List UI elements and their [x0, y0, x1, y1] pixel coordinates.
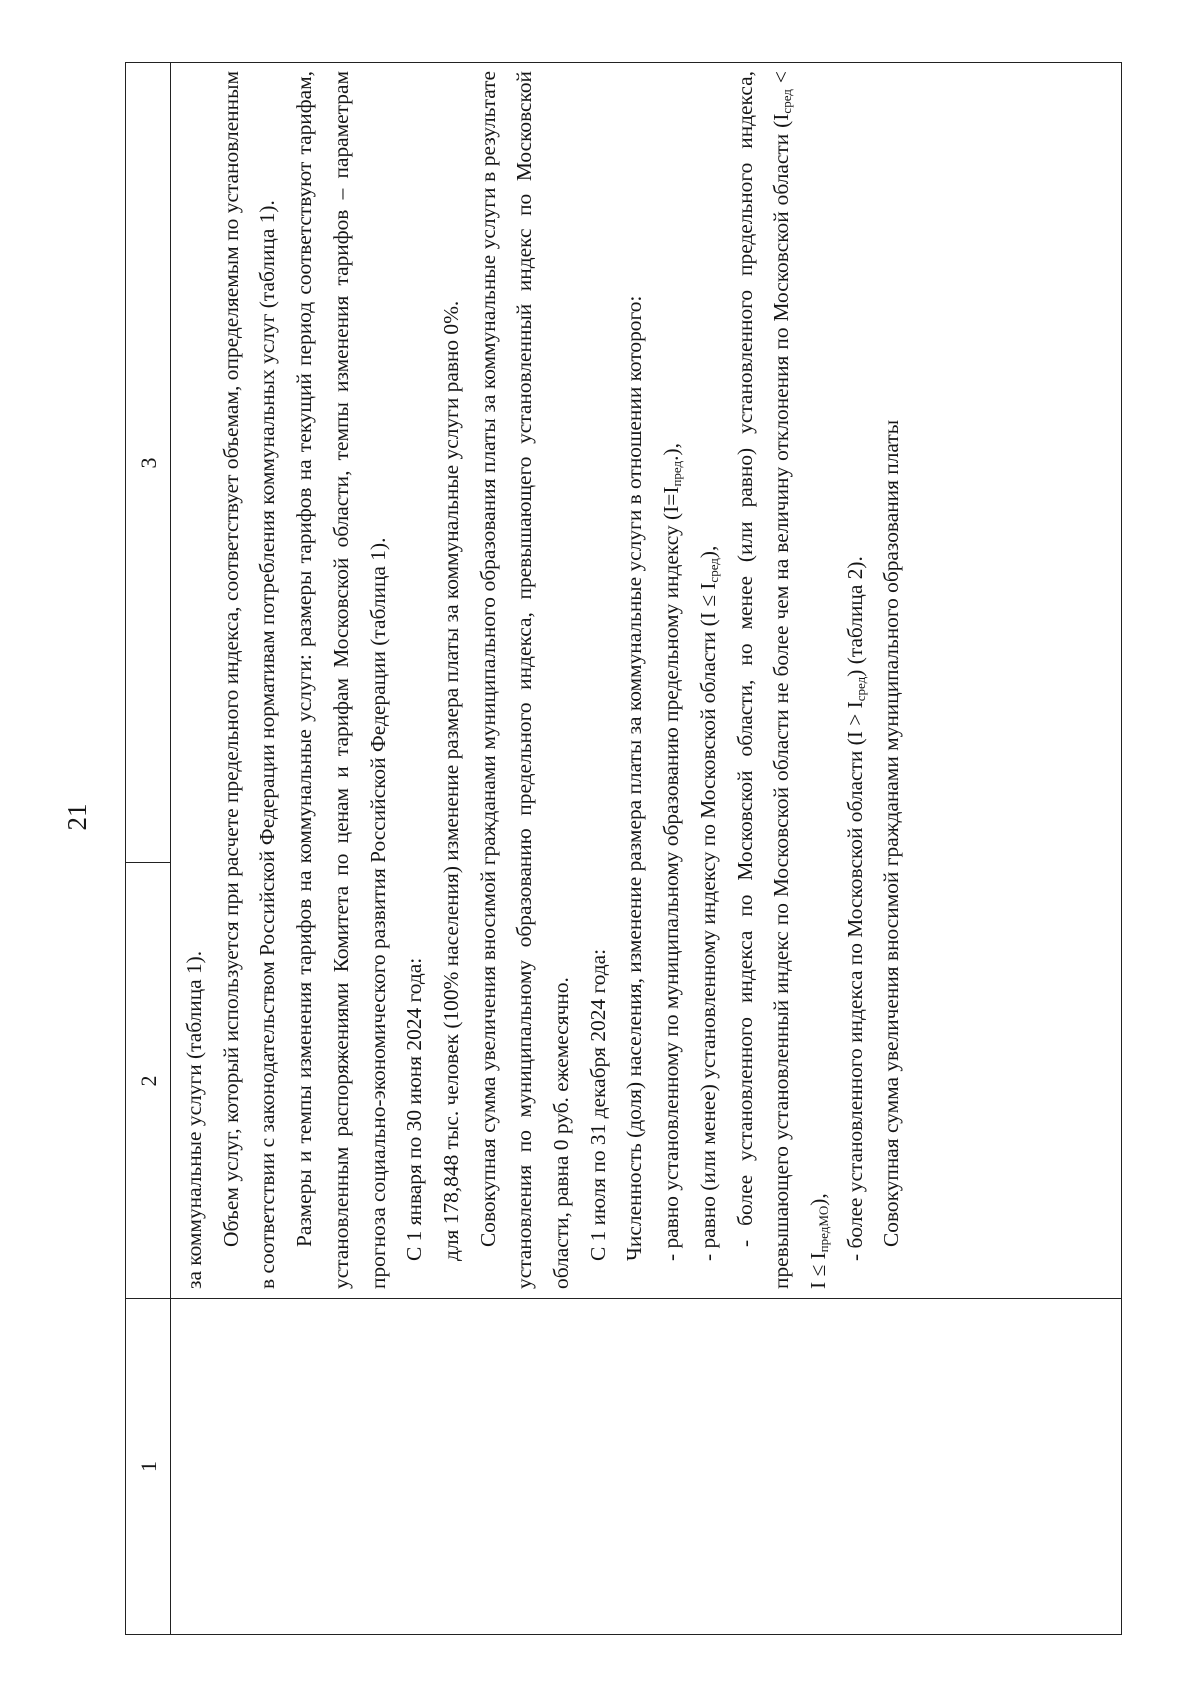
- paragraph: для 178,848 тыс. человек (100% населения) изменение размера платы за коммунальные услуги равно 0%.: [438, 300, 463, 1261]
- bullet-text: - более установленного индекса по Московской области, но менее (или равно) установленного предельного индекса, превышающего установленный индекс по Московской области не более чем на величину отклонения по Московской области (I: [732, 71, 794, 1289]
- paragraph: Совокупная сумма увеличения вносимой гражданами муниципального образования платы: [879, 419, 904, 1247]
- paragraph: С 1 января по 30 июня 2024 года:: [402, 957, 427, 1261]
- column-3-content: [176, 71, 910, 1289]
- paragraph: за коммунальные услуги (таблица 1).: [182, 950, 206, 1289]
- paragraph: С 1 июля по 31 декабря 2024 года:: [585, 948, 610, 1261]
- bullet-item: [837, 71, 874, 1289]
- bullet-tail: ),: [805, 1193, 830, 1206]
- bullet-tail: ),: [695, 545, 720, 559]
- subscript: сред: [779, 89, 795, 114]
- bullet-item: [690, 71, 727, 1289]
- column-header-2: 2: [136, 1075, 161, 1087]
- subscript: пред: [669, 460, 685, 487]
- bullet-text: - равно (или менее) установленному индексу по Московской области (I ≤ I: [695, 582, 720, 1261]
- paragraph: Совокупная сумма увеличения вносимой гражданами муниципального образования платы за коммунальные услуги в результате установления по муниципальному образованию предельного индекса, превышающего установленный индекс по Московской области, равна 0 руб. ежемесячно.: [475, 71, 574, 1289]
- subscript: сред: [705, 558, 721, 583]
- bullet-mid: < I ≤ I: [769, 71, 830, 1289]
- table-header-row: [126, 63, 171, 1634]
- bullet-tail: ) (таблица 2).: [842, 556, 867, 677]
- column-divider-1: [126, 1298, 1121, 1299]
- rotated-table: [125, 62, 1122, 1635]
- bullet-item: [727, 71, 837, 1289]
- table: [125, 62, 1122, 1635]
- subscript: сред: [852, 676, 868, 702]
- paragraph: Размеры и темпы изменения тарифов на коммунальные услуги: размеры тарифов на текущий период соответствуют тарифам, установленным распоряжениями Комитета по ценам и тарифам Московской области, темпы изменения тарифов – параметрам прогноза социально-экономического развития Российской Федерации (таблица 1).: [292, 71, 390, 1289]
- column-divider-2-header: [126, 862, 171, 863]
- paragraph: Объем услуг, который используется при расчете предельного индекса, соответствует объемам, определяемым по установленным в соответствии с законодательством Российской Федерации нормативам потребления коммунальных услуг (таблица 1).: [218, 71, 280, 1289]
- paragraph: Численность (доля) населения, изменение размера платы за коммунальные услуги в отношении которого:: [622, 295, 647, 1261]
- subscript: предМО: [815, 1205, 831, 1253]
- bullet-text: - более установленного индекса по Московской области (I > I: [842, 701, 867, 1261]
- page-number: 21: [62, 803, 92, 831]
- bullet-item: [653, 71, 690, 1289]
- bullet-tail: .),: [659, 443, 684, 461]
- column-header-1: 1: [136, 1461, 161, 1472]
- column-header-3: 3: [136, 457, 161, 469]
- bullet-text: - равно установленному по муниципальному образованию предельному индексу (I=I: [659, 486, 684, 1261]
